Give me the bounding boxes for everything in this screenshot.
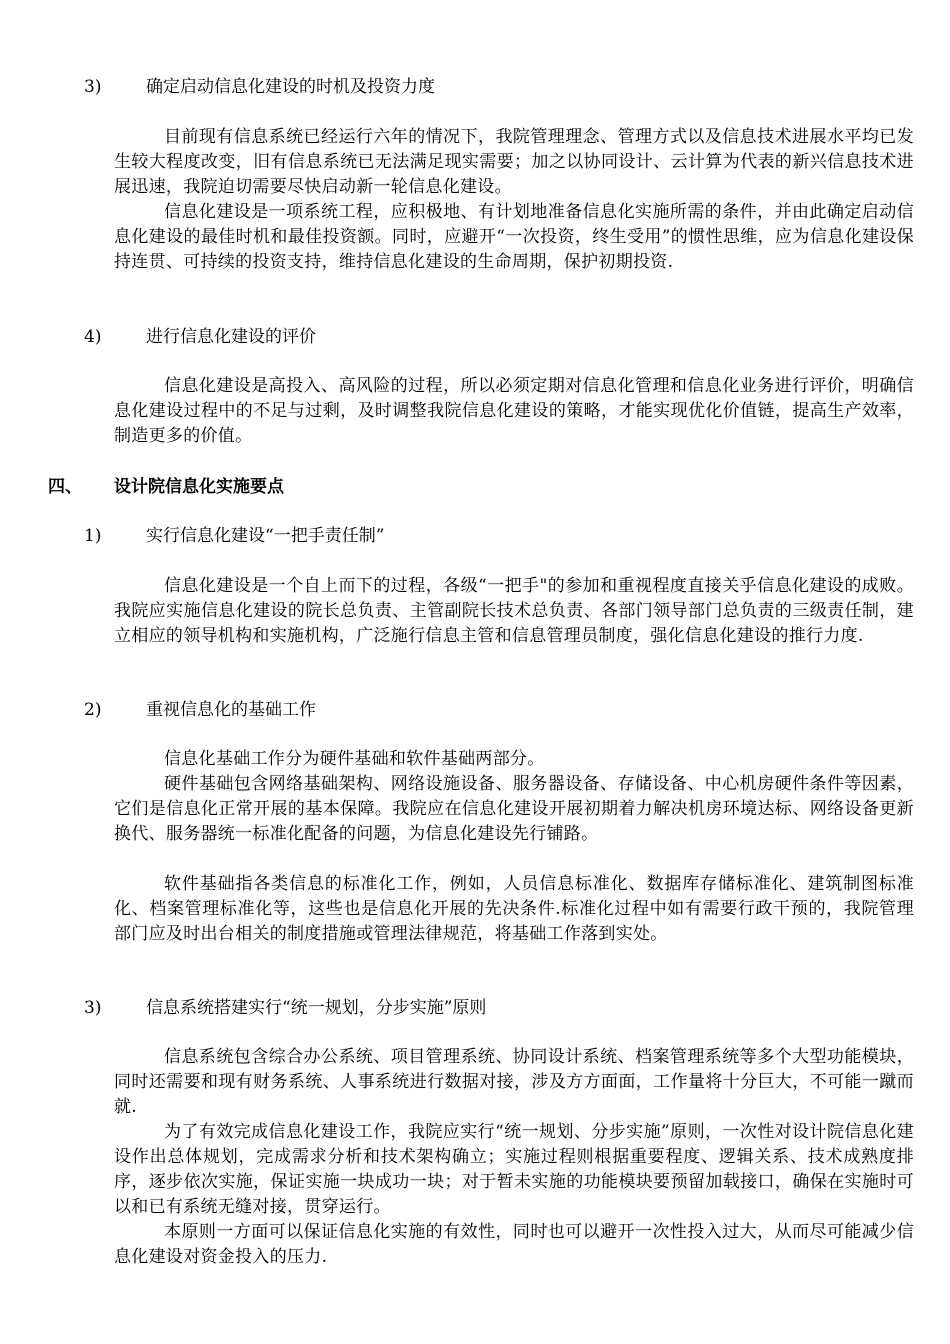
- section-title: 信息系统搭建实行“统一规划，分步实施”原则: [146, 998, 487, 1018]
- paragraph: 软件基础指各类信息的标准化工作，例如，人员信息标准化、数据库存储标准化、建筑制图标准化、档案管理标准化等，这些也是信息化开展的先决条件.标准化过程中如有需要行政干预的，我院管理部门应及时出台相关的制度措施或管理法律规范，将基础工作落到实处。: [114, 874, 914, 944]
- paragraph: 信息化建设是一项系统工程，应积极地、有计划地准备信息化实施所需的条件，并由此确定启动信息化建设的最佳时机和最佳投资额。同时，应避开“一次投资，终生受用”的惯性思维，应为信息化建设保持连贯、可持续的投资支持，维持信息化建设的生命周期，保护初期投资.: [114, 202, 914, 272]
- section-heading-4-evaluation: [84, 325, 316, 349]
- paragraph: 本原则一方面可以保证信息化实施的有效性，同时也可以避开一次性投入过大，从而尽可能减少信息化建设对资金投入的压力.: [114, 1222, 914, 1267]
- section-number: 3): [84, 77, 102, 97]
- paragraph: 信息化建设是高投入、高风险的过程，所以必须定期对信息化管理和信息化业务进行评价，明确信息化建设过程中的不足与过剩，及时调整我院信息化建设的策略，才能实现优化价值链，提高生产效率，制造更多的价值。: [114, 376, 914, 446]
- section-title: 确定启动信息化建设的时机及投资力度: [146, 77, 435, 97]
- section-heading-2-foundation: [84, 698, 316, 722]
- chapter-number: 四、: [48, 477, 82, 497]
- paragraph: 硬件基础包含网络基础架构、网络设施设备、服务器设备、存储设备、中心机房硬件条件等因素，它们是信息化正常开展的基本保障。我院应在信息化建设开展初期着力解决机房环境达标、网络设备更新换代、服务器统一标准化配备的问题，为信息化建设先行铺路。: [114, 774, 914, 844]
- section-heading-3-planning: [84, 996, 486, 1020]
- section-heading-3-timing: [84, 75, 435, 99]
- paragraph: 信息系统包含综合办公系统、项目管理系统、协同设计系统、档案管理系统等多个大型功能模块，同时还需要和现有财务系统、人事系统进行数据对接，涉及方方面面，工作量将十分巨大，不可能一蹴而就.: [114, 1047, 914, 1117]
- chapter-heading-4: [48, 475, 284, 499]
- section-number: 4): [84, 327, 102, 347]
- chapter-title: 设计院信息化实施要点: [114, 477, 284, 497]
- paragraph: 信息化基础工作分为硬件基础和软件基础两部分。: [164, 749, 545, 769]
- paragraph: 为了有效完成信息化建设工作，我院应实行“统一规划、分步实施”原则，一次性对设计院信息化建设作出总体规划，完成需求分析和技术架构确立；实施过程则根据重要程度、逻辑关系、技术成熟度排序，逐步依次实施，保证实施一块成功一块；对于暂未实施的功能模块要预留加载接口，确保在实施时可以和已有系统无缝对接，贯穿运行。: [114, 1122, 914, 1217]
- section-title: 进行信息化建设的评价: [146, 327, 316, 347]
- section-title: 重视信息化的基础工作: [146, 700, 316, 720]
- paragraph: 目前现有信息系统已经运行六年的情况下，我院管理理念、管理方式以及信息技术进展水平均已发生较大程度改变，旧有信息系统已无法满足现实需要；加之以协同设计、云计算为代表的新兴信息技术进展迅速，我院迫切需要尽快启动新一轮信息化建设。: [114, 127, 914, 197]
- section-heading-1-responsibility: [84, 524, 384, 548]
- paragraph: 信息化建设是一个自上而下的过程，各级“一把手"的参加和重视程度直接关乎信息化建设的成败。我院应实施信息化建设的院长总负责、主管副院长技术总负责、各部门领导部门总负责的三级责任制，建立相应的领导机构和实施机构，广泛施行信息主管和信息管理员制度，强化信息化建设的推行力度.: [114, 576, 914, 646]
- section-number: 1): [84, 526, 102, 546]
- section-number: 2): [84, 700, 102, 720]
- section-number: 3): [84, 998, 102, 1018]
- section-title: 实行信息化建设“一把手责任制”: [146, 526, 385, 546]
